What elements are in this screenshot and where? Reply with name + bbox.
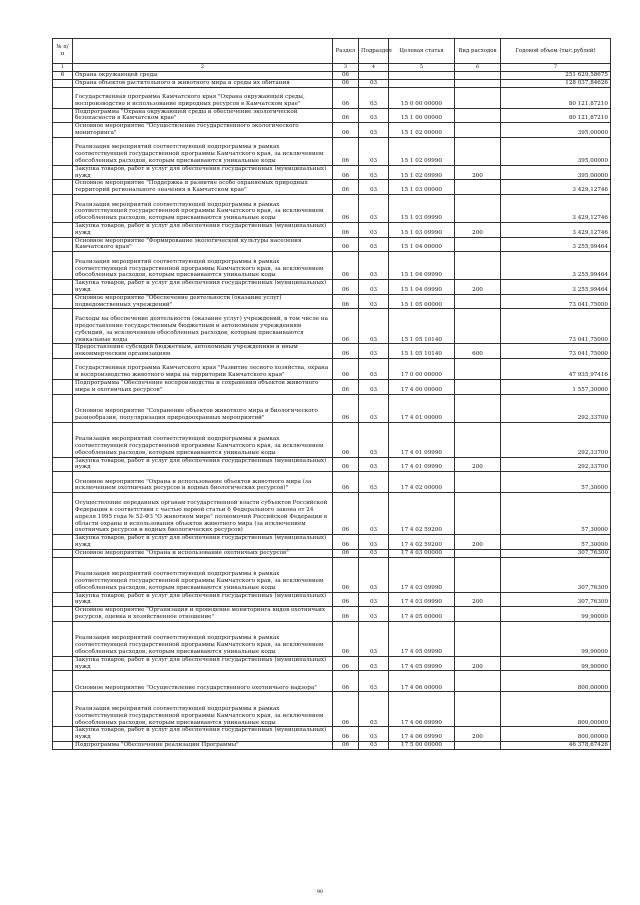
row-razdel-cell: 06 — [333, 557, 359, 592]
row-razdel-cell: 06 — [333, 280, 359, 295]
row-name-cell: Основное мероприятие "Сохранение объектов животного мира и биологического разнообразия, популяризация природоохранных мероприятий" — [73, 394, 333, 422]
row-name-cell: Основное мероприятие "Поддержка и развитие особо охраняемых природных территорий регионального значения в Камчатском крае" — [73, 180, 333, 195]
row-num-cell — [53, 87, 73, 108]
row-target-cell: 15 1 04 09990 — [389, 280, 455, 295]
table-row — [53, 165, 611, 180]
row-vid-cell: 200 — [455, 535, 501, 550]
row-vid-cell — [455, 237, 501, 252]
row-podrazdel-cell: 03 — [359, 108, 389, 123]
row-vid-cell — [455, 472, 501, 493]
row-target-cell: 15 1 04 00000 — [389, 237, 455, 252]
row-vid-cell — [455, 671, 501, 692]
row-name-cell: Реализация мероприятий соответствующей подпрограммы в рамках соответствующей государственной программы Камчатского края, за исключением обособленных расходов, которым присваиваются уникальные коды — [73, 621, 333, 656]
row-vid-cell — [455, 379, 501, 394]
row-razdel-cell: 06 — [333, 165, 359, 180]
row-num-cell — [53, 108, 73, 123]
column-number: 4 — [359, 64, 389, 72]
row-target-cell: 15 1 03 09990 — [389, 222, 455, 237]
row-num-cell — [53, 358, 73, 379]
row-podrazdel-cell: 03 — [359, 394, 389, 422]
row-target-cell: 15 1 02 09990 — [389, 137, 455, 165]
row-vid-cell: 200 — [455, 222, 501, 237]
table-row — [53, 252, 611, 280]
budget-table — [52, 38, 611, 750]
row-razdel-cell: 06 — [333, 692, 359, 727]
table-row — [53, 549, 611, 557]
header-target: Целевая статья — [389, 39, 455, 64]
row-razdel-cell: 06 — [333, 108, 359, 123]
row-razdel-cell: 06 — [333, 379, 359, 394]
table-row — [53, 741, 611, 749]
row-sum-cell: 99,90000 — [501, 607, 611, 622]
row-name-cell: Основное мероприятие "Осуществление государственного экологического мониторинга" — [73, 123, 333, 138]
row-podrazdel-cell: 03 — [359, 252, 389, 280]
row-razdel-cell: 06 — [333, 222, 359, 237]
row-razdel-cell: 06 — [333, 741, 359, 749]
row-podrazdel-cell: 03 — [359, 194, 389, 222]
row-target-cell: 17 4 03 09990 — [389, 592, 455, 607]
row-num-cell — [53, 457, 73, 472]
row-target-cell: 15 1 05 10140 — [389, 344, 455, 359]
row-target-cell: 15 1 02 00000 — [389, 123, 455, 138]
row-sum-cell: 57,30000 — [501, 493, 611, 535]
row-razdel-cell: 06 — [333, 671, 359, 692]
row-vid-cell — [455, 607, 501, 622]
row-target-cell: 15 1 00 00000 — [389, 108, 455, 123]
table-row — [53, 87, 611, 108]
row-num-cell — [53, 692, 73, 727]
row-name-cell: Закупка товаров, работ и услуг для обеспечения государственных (муниципальных) нужд — [73, 222, 333, 237]
table-row — [53, 422, 611, 457]
table-body — [53, 72, 611, 750]
table-row — [53, 692, 611, 727]
row-vid-cell — [455, 252, 501, 280]
row-target-cell: 17 4 06 09990 — [389, 727, 455, 742]
row-podrazdel-cell: 03 — [359, 656, 389, 671]
row-sum-cell: 46 378,67426 — [501, 741, 611, 749]
row-podrazdel-cell: 03 — [359, 309, 389, 344]
row-sum-cell: 99,90000 — [501, 621, 611, 656]
row-name-cell: Предоставление субсидий бюджетным, автономным учреждениям и иным некоммерческим организациям — [73, 344, 333, 359]
row-target-cell: 17 4 05 09990 — [389, 656, 455, 671]
table-row — [53, 309, 611, 344]
row-name-cell: Реализация мероприятий соответствующей подпрограммы в рамках соответствующей государственной программы Камчатского края, за исключением обособленных расходов, которым присваиваются уникальные коды — [73, 692, 333, 727]
row-num-cell: 6 — [53, 72, 73, 80]
column-number: 7 — [501, 64, 611, 72]
row-num-cell — [53, 535, 73, 550]
row-razdel-cell: 06 — [333, 358, 359, 379]
table-row — [53, 535, 611, 550]
row-podrazdel-cell: 03 — [359, 535, 389, 550]
row-name-cell: Реализация мероприятий соответствующей подпрограммы в рамках соответствующей государственной программы Камчатского края, за исключением обособленных расходов, которым присваиваются уникальные коды — [73, 252, 333, 280]
row-sum-cell: 99,90000 — [501, 656, 611, 671]
row-podrazdel-cell: 03 — [359, 671, 389, 692]
header-sum: Годовой объем (тыс.рублей) — [501, 39, 611, 64]
row-name-cell: Государственная программа Камчатского края "Охрана окружающей среды, воспроизводство и использование природных ресурсов в Камчатском крае" — [73, 87, 333, 108]
row-name-cell: Закупка товаров, работ и услуг для обеспечения государственных (муниципальных) нужд — [73, 165, 333, 180]
row-name-cell: Подпрограмма "Обеспечение воспроизводства и сохранения объектов животного мира и охотничьих ресурсов" — [73, 379, 333, 394]
row-razdel-cell: 06 — [333, 79, 359, 87]
row-vid-cell — [455, 294, 501, 309]
row-sum-cell: 395,00000 — [501, 137, 611, 165]
row-vid-cell — [455, 180, 501, 195]
row-num-cell — [53, 180, 73, 195]
row-podrazdel-cell: 03 — [359, 422, 389, 457]
row-sum-cell: 292,33700 — [501, 457, 611, 472]
table-row — [53, 280, 611, 295]
row-sum-cell: 128 037,84626 — [501, 79, 611, 87]
row-num-cell — [53, 379, 73, 394]
row-razdel-cell: 06 — [333, 549, 359, 557]
row-vid-cell — [455, 741, 501, 749]
row-name-cell: Закупка товаров, работ и услуг для обеспечения государственных (муниципальных) нужд — [73, 535, 333, 550]
table-row — [53, 180, 611, 195]
row-sum-cell: 307,76300 — [501, 557, 611, 592]
table-row — [53, 237, 611, 252]
header-row — [53, 39, 611, 64]
row-num-cell — [53, 252, 73, 280]
row-target-cell: 15 1 05 10140 — [389, 309, 455, 344]
row-target-cell: 17 4 03 09990 — [389, 557, 455, 592]
row-target-cell: 15 1 03 09990 — [389, 194, 455, 222]
row-target-cell — [389, 79, 455, 87]
row-target-cell: 15 1 04 09990 — [389, 252, 455, 280]
row-sum-cell: 395,00000 — [501, 165, 611, 180]
row-target-cell: 15 1 02 09990 — [389, 165, 455, 180]
row-num-cell — [53, 493, 73, 535]
row-name-cell: Реализация мероприятий соответствующей подпрограммы в рамках соответствующей государственной программы Камчатского края, за исключением обособленных расходов, которым присваиваются уникальные коды — [73, 137, 333, 165]
header-podrazdel: Подраздел — [359, 39, 389, 64]
row-razdel-cell: 06 — [333, 252, 359, 280]
row-name-cell: Основное мероприятие "Охрана и использование объектов животного мира (за исключением охотничьих ресурсов и водных биологических ресурсов)" — [73, 472, 333, 493]
row-name-cell: Осуществление переданных органам государственной власти субъектов Российской Федерации в соответствии с частью первой статьи 6 Федерального закона от 24 апреля 1995 года № 52-ФЗ "О животном мире" полномочий Российской Федерации в области охраны и использования объектов животного мира (за исключением охотничьих ресурсов и водных биологических ресурсов) — [73, 493, 333, 535]
table-row — [53, 557, 611, 592]
header-num: № п/п — [53, 39, 73, 64]
row-sum-cell: 800,00000 — [501, 727, 611, 742]
header-razdel: Раздел — [333, 39, 359, 64]
table-row — [53, 379, 611, 394]
table-row — [53, 457, 611, 472]
row-num-cell — [53, 123, 73, 138]
row-podrazdel-cell: 03 — [359, 741, 389, 749]
row-sum-cell: 251 629,58675 — [501, 72, 611, 80]
row-name-cell: Закупка товаров, работ и услуг для обеспечения государственных (муниципальных) нужд — [73, 727, 333, 742]
row-vid-cell — [455, 87, 501, 108]
row-sum-cell: 3 429,12746 — [501, 180, 611, 195]
row-num-cell — [53, 344, 73, 359]
column-number: 5 — [389, 64, 455, 72]
row-sum-cell: 3 255,99464 — [501, 280, 611, 295]
row-razdel-cell: 06 — [333, 123, 359, 138]
row-razdel-cell: 06 — [333, 422, 359, 457]
row-sum-cell: 57,30000 — [501, 472, 611, 493]
row-sum-cell: 1 557,30000 — [501, 379, 611, 394]
row-name-cell: Закупка товаров, работ и услуг для обеспечения государственных (муниципальных) нужд — [73, 656, 333, 671]
row-podrazdel-cell: 03 — [359, 344, 389, 359]
row-num-cell — [53, 607, 73, 622]
row-vid-cell — [455, 692, 501, 727]
row-vid-cell — [455, 309, 501, 344]
row-vid-cell — [455, 394, 501, 422]
row-vid-cell: 600 — [455, 344, 501, 359]
row-razdel-cell: 06 — [333, 294, 359, 309]
row-target-cell: 17 0 00 00000 — [389, 358, 455, 379]
table-row — [53, 222, 611, 237]
row-num-cell — [53, 294, 73, 309]
row-podrazdel-cell: 03 — [359, 592, 389, 607]
row-sum-cell: 3 255,99464 — [501, 252, 611, 280]
row-sum-cell: 800,00000 — [501, 671, 611, 692]
row-sum-cell: 292,33700 — [501, 394, 611, 422]
row-num-cell — [53, 237, 73, 252]
row-name-cell: Основное мероприятие "Организация и проведение мониторинга видов охотничьих ресурсов, оценка и хозяйственное отношение" — [73, 607, 333, 622]
row-podrazdel-cell: 03 — [359, 549, 389, 557]
row-name-cell: Основное мероприятие "Обеспечение деятельности (оказание услуг) подведомственных учреждений" — [73, 294, 333, 309]
row-podrazdel-cell: 03 — [359, 379, 389, 394]
row-vid-cell: 200 — [455, 592, 501, 607]
row-razdel-cell: 06 — [333, 656, 359, 671]
row-target-cell — [389, 72, 455, 80]
row-razdel-cell: 06 — [333, 394, 359, 422]
row-sum-cell: 80 121,87210 — [501, 87, 611, 108]
row-razdel-cell: 06 — [333, 137, 359, 165]
row-vid-cell — [455, 194, 501, 222]
row-sum-cell: 307,76300 — [501, 549, 611, 557]
row-target-cell: 17 5 00 00000 — [389, 741, 455, 749]
row-vid-cell — [455, 108, 501, 123]
row-podrazdel-cell: 03 — [359, 180, 389, 195]
row-name-cell: Основное мероприятие "Охрана и использование охотничьих ресурсов" — [73, 549, 333, 557]
table-row — [53, 108, 611, 123]
row-name-cell: Охрана окружающей среды — [73, 72, 333, 80]
row-name-cell: Реализация мероприятий соответствующей подпрограммы в рамках соответствующей государственной программы Камчатского края, за исключением обособленных расходов, которым присваиваются уникальные коды — [73, 422, 333, 457]
table-row — [53, 493, 611, 535]
row-razdel-cell: 06 — [333, 621, 359, 656]
row-name-cell: Закупка товаров, работ и услуг для обеспечения государственных (муниципальных) нужд — [73, 280, 333, 295]
row-sum-cell: 292,33700 — [501, 422, 611, 457]
row-vid-cell — [455, 123, 501, 138]
row-num-cell — [53, 557, 73, 592]
row-target-cell: 17 4 02 59200 — [389, 535, 455, 550]
row-num-cell — [53, 727, 73, 742]
table-row — [53, 727, 611, 742]
row-vid-cell — [455, 557, 501, 592]
row-razdel-cell: 06 — [333, 727, 359, 742]
row-razdel-cell: 06 — [333, 194, 359, 222]
table-row — [53, 72, 611, 80]
row-podrazdel-cell: 03 — [359, 493, 389, 535]
row-name-cell: Основное мероприятие "Формирование экологической культуры населения Камчатского края" — [73, 237, 333, 252]
row-podrazdel-cell: 03 — [359, 557, 389, 592]
header-name — [73, 39, 333, 64]
row-num-cell — [53, 165, 73, 180]
row-sum-cell: 395,00000 — [501, 123, 611, 138]
row-podrazdel-cell: 03 — [359, 237, 389, 252]
row-vid-cell — [455, 493, 501, 535]
row-sum-cell: 307,76300 — [501, 592, 611, 607]
row-target-cell: 17 4 05 09990 — [389, 621, 455, 656]
row-target-cell: 17 4 01 09990 — [389, 457, 455, 472]
row-razdel-cell: 06 — [333, 237, 359, 252]
table-row — [53, 621, 611, 656]
row-razdel-cell: 06 — [333, 493, 359, 535]
row-vid-cell — [455, 137, 501, 165]
row-name-cell: Подпрограмма "Обеспечение реализации Программы" — [73, 741, 333, 749]
row-num-cell — [53, 422, 73, 457]
row-podrazdel-cell: 03 — [359, 294, 389, 309]
table-row — [53, 137, 611, 165]
row-razdel-cell: 06 — [333, 87, 359, 108]
table-row — [53, 394, 611, 422]
row-target-cell: 17 4 02 00000 — [389, 472, 455, 493]
row-razdel-cell: 06 — [333, 472, 359, 493]
row-podrazdel-cell: 03 — [359, 727, 389, 742]
table-row — [53, 671, 611, 692]
row-razdel-cell: 06 — [333, 309, 359, 344]
row-vid-cell: 200 — [455, 727, 501, 742]
row-vid-cell — [455, 621, 501, 656]
row-razdel-cell: 06 — [333, 457, 359, 472]
column-number-row — [53, 64, 611, 72]
row-sum-cell: 57,30000 — [501, 535, 611, 550]
row-podrazdel-cell: 03 — [359, 621, 389, 656]
row-num-cell — [53, 549, 73, 557]
row-name-cell: Закупка товаров, работ и услуг для обеспечения государственных (муниципальных) нужд — [73, 457, 333, 472]
row-razdel-cell: 06 — [333, 180, 359, 195]
row-num-cell — [53, 194, 73, 222]
row-num-cell — [53, 592, 73, 607]
table-row — [53, 656, 611, 671]
row-target-cell: 17 4 01 00000 — [389, 394, 455, 422]
row-num-cell — [53, 621, 73, 656]
row-num-cell — [53, 280, 73, 295]
row-num-cell — [53, 222, 73, 237]
table-row — [53, 123, 611, 138]
table-row — [53, 79, 611, 87]
table-row — [53, 592, 611, 607]
row-podrazdel-cell — [359, 72, 389, 80]
row-razdel-cell: 06 — [333, 535, 359, 550]
row-vid-cell: 200 — [455, 656, 501, 671]
row-name-cell: Государственная программа Камчатского края "Развитие лесного хозяйства, охрана и воспроизводство животного мира на территории Камчатского края" — [73, 358, 333, 379]
row-podrazdel-cell: 03 — [359, 123, 389, 138]
row-num-cell — [53, 671, 73, 692]
row-name-cell: Охрана объектов растительного и животного мира и среды их обитания — [73, 79, 333, 87]
row-podrazdel-cell: 03 — [359, 79, 389, 87]
row-podrazdel-cell: 03 — [359, 222, 389, 237]
budget-sheet — [52, 38, 610, 750]
row-name-cell: Подпрограмма "Охрана окружающей среды и обеспечение экологической безопасности в Камчатском крае" — [73, 108, 333, 123]
row-vid-cell — [455, 422, 501, 457]
row-sum-cell: 800,00000 — [501, 692, 611, 727]
column-number: 2 — [73, 64, 333, 72]
row-target-cell: 17 4 03 00000 — [389, 549, 455, 557]
row-podrazdel-cell: 03 — [359, 165, 389, 180]
row-podrazdel-cell: 03 — [359, 692, 389, 727]
row-podrazdel-cell: 03 — [359, 472, 389, 493]
row-razdel-cell: 06 — [333, 72, 359, 80]
row-num-cell — [53, 79, 73, 87]
column-number: 6 — [455, 64, 501, 72]
table-row — [53, 472, 611, 493]
table-row — [53, 358, 611, 379]
table-row — [53, 194, 611, 222]
row-podrazdel-cell: 03 — [359, 358, 389, 379]
row-num-cell — [53, 656, 73, 671]
row-target-cell: 15 1 05 00000 — [389, 294, 455, 309]
row-num-cell — [53, 137, 73, 165]
row-target-cell: 17 4 06 00000 — [389, 671, 455, 692]
table-row — [53, 294, 611, 309]
page-number: 90 — [316, 889, 324, 895]
row-name-cell: Основное мероприятие "Осуществление государственного охотничьего надзора" — [73, 671, 333, 692]
row-num-cell — [53, 741, 73, 749]
row-vid-cell — [455, 549, 501, 557]
row-podrazdel-cell: 03 — [359, 607, 389, 622]
row-podrazdel-cell: 03 — [359, 457, 389, 472]
row-vid-cell: 200 — [455, 280, 501, 295]
row-num-cell — [53, 394, 73, 422]
row-name-cell: Реализация мероприятий соответствующей подпрограммы в рамках соответствующей государственной программы Камчатского края, за исключением обособленных расходов, которым присваиваются уникальные коды — [73, 194, 333, 222]
row-podrazdel-cell: 03 — [359, 280, 389, 295]
row-target-cell: 17 4 02 59200 — [389, 493, 455, 535]
header-vid: Вид расходов — [455, 39, 501, 64]
row-target-cell: 17 4 00 00000 — [389, 379, 455, 394]
row-vid-cell: 200 — [455, 165, 501, 180]
row-vid-cell — [455, 358, 501, 379]
row-target-cell: 17 4 05 00000 — [389, 607, 455, 622]
row-name-cell: Закупка товаров, работ и услуг для обеспечения государственных (муниципальных) нужд — [73, 592, 333, 607]
row-sum-cell: 73 041,75000 — [501, 344, 611, 359]
row-razdel-cell: 06 — [333, 592, 359, 607]
row-vid-cell — [455, 79, 501, 87]
row-target-cell: 17 4 01 09990 — [389, 422, 455, 457]
column-number: 3 — [333, 64, 359, 72]
row-sum-cell: 3 429,12746 — [501, 222, 611, 237]
column-number: 1 — [53, 64, 73, 72]
row-name-cell: Реализация мероприятий соответствующей подпрограммы в рамках соответствующей государственной программы Камчатского края, за исключением обособленных расходов, которым присваиваются уникальные коды — [73, 557, 333, 592]
row-razdel-cell: 06 — [333, 344, 359, 359]
row-podrazdel-cell: 03 — [359, 87, 389, 108]
row-sum-cell: 73 041,75000 — [501, 309, 611, 344]
row-num-cell — [53, 472, 73, 493]
table-row — [53, 607, 611, 622]
row-vid-cell: 200 — [455, 457, 501, 472]
row-sum-cell: 3 429,12746 — [501, 194, 611, 222]
row-podrazdel-cell: 03 — [359, 137, 389, 165]
row-num-cell — [53, 309, 73, 344]
row-target-cell: 15 1 03 00000 — [389, 180, 455, 195]
row-sum-cell: 80 121,87210 — [501, 108, 611, 123]
table-row — [53, 344, 611, 359]
row-sum-cell: 3 255,99464 — [501, 237, 611, 252]
row-name-cell: Расходы на обеспечение деятельности (оказание услуг) учреждений, в том числе на предоставление государственным бюджетным и автономным учреждениям субсидий, за исключением обособленных расходов, которым присваиваются уникальные коды — [73, 309, 333, 344]
row-sum-cell: 73 041,75000 — [501, 294, 611, 309]
row-vid-cell — [455, 72, 501, 80]
row-sum-cell: 47 935,97416 — [501, 358, 611, 379]
row-target-cell: 17 4 06 09990 — [389, 692, 455, 727]
row-razdel-cell: 06 — [333, 607, 359, 622]
row-target-cell: 15 0 00 00000 — [389, 87, 455, 108]
